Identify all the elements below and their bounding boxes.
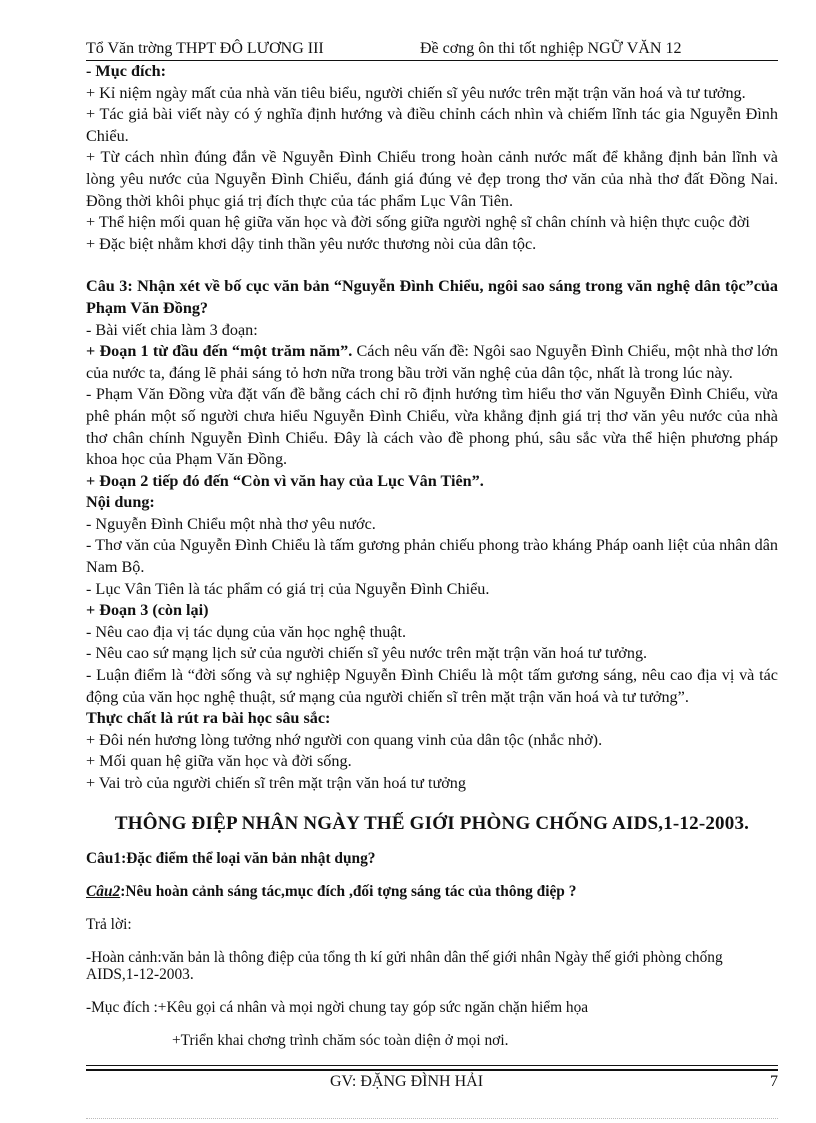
text-run: - Nêu cao sứ mạng lịch sử của người chiến sĩ yêu nước trên mặt trận văn hoá tư tưởng.	[86, 644, 648, 663]
text-run: - Nêu cao địa vị tác dụng của văn học nghệ thuật.	[86, 622, 407, 641]
aids-answer-label: Trả lời:	[86, 915, 132, 933]
page-header	[86, 34, 778, 60]
text-run: - Bài viết chia làm 3 đoạn:	[86, 320, 258, 339]
text-paragraph	[86, 708, 778, 730]
header-title: Đề cơng ôn thi tốt nghiệp NGỮ VĂN 12	[420, 40, 682, 57]
text-run: - Thơ văn của Nguyễn Đình Chiểu là tấm gương phản chiếu phong trào kháng Pháp oanh liệt của nhân dân Nam Bộ.	[86, 536, 778, 577]
document-body	[86, 61, 778, 795]
text-run: + Mối quan hệ giữa văn học và đời sống.	[86, 752, 352, 771]
aids-question-2	[86, 883, 778, 901]
text-paragraph	[86, 622, 778, 644]
bold-run: + Đoạn 3 (còn lại)	[86, 601, 209, 620]
text-run: + Đôi nén hương lòng tưởng nhớ người con quang vinh của dân tộc (nhắc nhở).	[86, 730, 603, 749]
aids-context: -Hoàn cảnh:văn bản là thông điệp của tổng th kí gửi nhân dân thế giới nhân Ngày thế giới phòng chống AIDS,1-12-2003.	[86, 948, 723, 984]
text-paragraph	[86, 147, 778, 212]
bold-run: + Đoạn 1 từ đầu đến “một trăm năm”.	[86, 342, 353, 361]
text-run: - Luận điểm là “đời sống và sự nghiệp Nguyễn Đình Chiểu là một tấm gương sáng, nêu cao địa vị và tác động của văn học nghệ thuật, sứ mạng của người chiến sĩ trên mặt trận văn hoá và tư tưởng”.	[86, 666, 778, 706]
text-paragraph	[86, 492, 778, 514]
text-run: Cách nêu vấn đề: Ngôi sao Nguyễn Đình Chiểu, một nhà thơ lớn của nước ta, đáng lẽ phải sáng tỏ hơn nữa trong bầu trời văn nghệ của dân tộc, nhất là trong lúc này.	[86, 342, 779, 382]
footer-teacher: GV: ĐẶNG ĐÌNH HẢI	[330, 1072, 484, 1090]
aids-question-1: Câu1:Đặc điểm thể loại văn bản nhật dụng?	[86, 849, 376, 867]
text-run: + Vai trò của người chiến sĩ trên mặt trận văn hoá tư tưởng	[86, 774, 466, 792]
text-paragraph	[86, 643, 778, 665]
text-paragraph	[86, 83, 778, 105]
text-paragraph	[86, 535, 778, 578]
text-paragraph	[86, 341, 778, 384]
text-paragraph	[86, 384, 778, 470]
text-paragraph	[86, 665, 778, 708]
document-page	[86, 34, 778, 1093]
text-paragraph	[86, 773, 778, 795]
aids-purpose-2: +Triển khai chơng trình chăm sóc toàn diện ở mọi nơi.	[172, 1031, 509, 1049]
bold-run: Nội dung:	[86, 493, 155, 512]
bold-run: - Mục đích:	[86, 62, 167, 80]
paragraph-gap	[86, 255, 778, 276]
text-paragraph	[86, 600, 778, 622]
text-paragraph	[86, 61, 778, 83]
text-run: - Phạm Văn Đồng vừa đặt vấn đề bằng cách chỉ rõ định hướng tìm hiểu thơ văn Nguyễn Đình Chiểu, vừa phê phán một số người chưa hiểu Nguyễn Đình Chiểu, vừa khẳng định giá trị thơ văn yêu nước của nhà thơ chân chính Nguyễn Đình Chiểu. Đây là cách vào đề phong phú, sâu sắc vừa thể hiện phương pháp khoa học của Phạm Văn Đồng.	[86, 385, 778, 469]
text-paragraph	[86, 320, 778, 342]
text-run: + Tác giả bài viết này có ý nghĩa định hướng và điều chỉnh cách nhìn và chiếm lĩnh tác gia Nguyễn Đình Chiểu.	[86, 105, 778, 145]
text-paragraph	[86, 730, 778, 752]
bold-run: Câu 3: Nhận xét về bố cục văn bản “Nguyễn Đình Chiểu, ngôi sao sáng trong văn nghệ dân tộc”của Phạm Văn Đồng?	[86, 277, 778, 317]
text-paragraph	[86, 104, 778, 147]
page-number: 7	[770, 1072, 778, 1090]
text-paragraph	[86, 276, 778, 319]
aids-purpose-1: -Mục đích :+Kêu gọi cá nhân và mọi ngời chung tay góp sức ngăn chặn hiểm họa	[86, 999, 589, 1017]
text-paragraph	[86, 579, 778, 601]
text-run: - Nguyễn Đình Chiểu một nhà thơ yêu nước.	[86, 514, 376, 533]
aids-question-2-text: :Nêu hoàn cảnh sáng tác,mục đích ,đối tợng sáng tác của thông điệp ?	[120, 882, 577, 900]
text-run: + Đặc biệt nhằm khơi dậy tinh thần yêu nước thương nòi của dân tộc.	[86, 234, 537, 253]
bold-run: Thực chất là rút ra bài học sâu sắc:	[86, 709, 331, 728]
aids-section	[86, 850, 778, 1049]
text-paragraph	[86, 234, 778, 256]
text-paragraph	[86, 514, 778, 536]
text-run: + Thể hiện mối quan hệ giữa văn học và đời sống giữa người nghệ sĩ chân chính và hiện thực cuộc đời	[86, 213, 750, 232]
footer-rule	[86, 1065, 778, 1066]
text-paragraph	[86, 212, 778, 234]
aids-section-title: THÔNG ĐIỆP NHÂN NGÀY THẾ GIỚI PHÒNG CHỐNG AIDS,1-12-2003.	[114, 812, 750, 834]
text-run: - Lục Vân Tiên là tác phẩm có giá trị của Nguyễn Đình Chiểu.	[86, 579, 490, 598]
text-run: + Từ cách nhìn đúng đắn về Nguyễn Đình Chiểu trong hoàn cảnh nước mất để khẳng định bản lĩnh và lòng yêu nước của Nguyễn Đình Chiểu, đánh giá đúng vẻ đẹp trong thơ văn của nhà thơ đất Đồng Nai. Đồng thời khôi phục giá trị đích thực của tác phẩm Lục Vân Tiên.	[86, 148, 778, 210]
header-school: Tổ Văn trờng THPT ĐÔ LƯƠNG III	[86, 40, 324, 57]
page-footer	[86, 1071, 778, 1093]
text-paragraph	[86, 751, 778, 773]
aids-question-2-label: Câu2	[86, 882, 121, 900]
text-paragraph	[86, 471, 778, 493]
page-edge-dots	[86, 1118, 778, 1119]
bold-run: + Đoạn 2 tiếp đó đến “Còn vì văn hay của Lục Vân Tiên”.	[86, 471, 484, 490]
text-run: + Kỉ niệm ngày mất của nhà văn tiêu biểu, người chiến sĩ yêu nước trên mặt trận văn hoá và tư tưởng.	[86, 83, 746, 102]
